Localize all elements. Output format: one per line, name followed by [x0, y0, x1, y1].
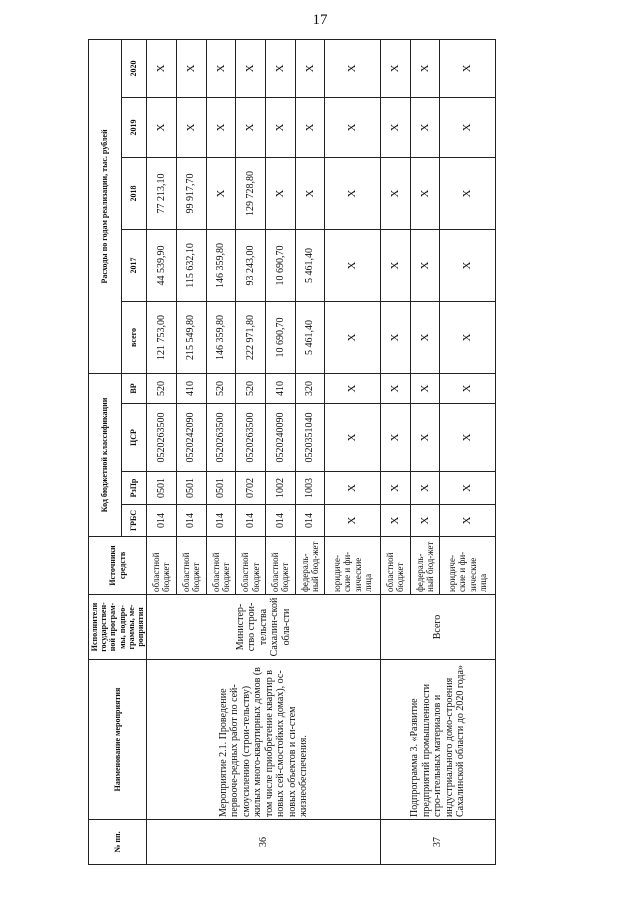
y2019-cell: X: [176, 97, 206, 157]
header-name: Наименование мероприятия: [89, 660, 147, 820]
y2018-cell: X: [325, 157, 381, 229]
total-cell: 146 359,80: [206, 301, 236, 373]
header-num: № пп.: [89, 820, 147, 865]
vr-cell: X: [440, 373, 496, 403]
total-cell: X: [325, 301, 381, 373]
vr-cell: 410: [176, 373, 206, 403]
grbs-cell: 014: [295, 505, 325, 537]
grbs-cell: X: [410, 505, 440, 537]
budget-table: [88, 39, 496, 865]
y2018-cell: 99 917,70: [176, 157, 206, 229]
rzpr-cell: 1002: [265, 472, 295, 505]
source-cell: юридиче-ские и фи-зические лица: [325, 537, 381, 595]
rzpr-cell: 0501: [147, 472, 177, 505]
y2019-cell: X: [295, 97, 325, 157]
csr-cell: X: [381, 404, 411, 472]
y2019-cell: X: [410, 97, 440, 157]
header-2017: 2017: [121, 229, 147, 301]
y2017-cell: 10 690,70: [265, 229, 295, 301]
y2017-cell: X: [381, 229, 411, 301]
csr-cell: 0520240090: [265, 404, 295, 472]
grbs-cell: 014: [206, 505, 236, 537]
y2020-cell: X: [440, 39, 496, 97]
source-cell: федераль-ный бюд-жет: [410, 537, 440, 595]
grbs-cell: X: [381, 505, 411, 537]
vr-cell: X: [381, 373, 411, 403]
row-name: Подпрограмма 3. «Развитие предприятий промышленности стро-ительных материалов и индустриального домо-строения Сахалинской области до 2020 года»: [381, 660, 496, 820]
header-executor: Исполнители государствен-ной програм-мы, подпро-граммы, ме-роприятия: [89, 595, 147, 660]
csr-cell: 0520263500: [236, 404, 266, 472]
row-name: Мероприятие 2.1. Проведение первооче-редных работ по сей-смоусилению (строи-тельству) жилых много-квартирных домов (в том числе приобретение квартир в новых сей-смостойких домах), ос-новых объектов и си-стем жизнеобеспечения.: [147, 660, 381, 820]
csr-cell: 0520263500: [147, 404, 177, 472]
csr-cell: 0520263500: [206, 404, 236, 472]
y2017-cell: X: [410, 229, 440, 301]
source-cell: областной бюджет: [381, 537, 411, 595]
y2017-cell: X: [325, 229, 381, 301]
y2017-cell: X: [440, 229, 496, 301]
grbs-cell: 014: [236, 505, 266, 537]
y2018-cell: X: [206, 157, 236, 229]
rotated-table-container: [88, 40, 488, 865]
rzpr-cell: 0501: [176, 472, 206, 505]
y2020-cell: X: [325, 39, 381, 97]
y2018-cell: X: [265, 157, 295, 229]
y2018-cell: 129 728,80: [236, 157, 266, 229]
csr-cell: 0520242090: [176, 404, 206, 472]
source-cell: областной бюджет: [206, 537, 236, 595]
grbs-cell: 014: [265, 505, 295, 537]
y2020-cell: X: [176, 39, 206, 97]
row-executor: Всего: [381, 595, 496, 660]
y2018-cell: X: [295, 157, 325, 229]
y2020-cell: X: [381, 39, 411, 97]
y2020-cell: X: [206, 39, 236, 97]
header-source: Источники средств: [89, 537, 147, 595]
total-cell: 121 753,00: [147, 301, 177, 373]
header-rzpr: РзПр: [121, 472, 147, 505]
y2020-cell: X: [265, 39, 295, 97]
header-2019: 2019: [121, 97, 147, 157]
vr-cell: 520: [206, 373, 236, 403]
total-cell: 5 461,40: [295, 301, 325, 373]
row-executor: Министер-ство строи-тельства Сахалин-ской обла-сти: [147, 595, 381, 660]
y2018-cell: X: [410, 157, 440, 229]
row-num: 36: [147, 820, 381, 865]
total-cell: X: [410, 301, 440, 373]
y2019-cell: X: [440, 97, 496, 157]
y2017-cell: 5 461,40: [295, 229, 325, 301]
vr-cell: X: [410, 373, 440, 403]
row-num: 37: [381, 820, 496, 865]
rzpr-cell: X: [440, 472, 496, 505]
csr-cell: X: [325, 404, 381, 472]
y2017-cell: 44 539,90: [147, 229, 177, 301]
y2020-cell: X: [295, 39, 325, 97]
rzpr-cell: X: [410, 472, 440, 505]
y2017-cell: 146 359,80: [206, 229, 236, 301]
table-row: [381, 39, 411, 864]
grbs-cell: X: [325, 505, 381, 537]
table-frame: [88, 40, 488, 865]
y2018-cell: 77 213,10: [147, 157, 177, 229]
vr-cell: X: [325, 373, 381, 403]
y2019-cell: X: [206, 97, 236, 157]
grbs-cell: X: [440, 505, 496, 537]
vr-cell: 410: [265, 373, 295, 403]
source-cell: областной бюджет: [176, 537, 206, 595]
source-cell: юридиче-ские и фи-зические лица: [440, 537, 496, 595]
header-2018: 2018: [121, 157, 147, 229]
y2020-cell: X: [410, 39, 440, 97]
source-cell: областной бюджет: [236, 537, 266, 595]
header-total: всего: [121, 301, 147, 373]
grbs-cell: 014: [147, 505, 177, 537]
header-grbs: ГРБС: [121, 505, 147, 537]
y2019-cell: X: [236, 97, 266, 157]
source-cell: областной бюджет: [265, 537, 295, 595]
y2018-cell: X: [381, 157, 411, 229]
rzpr-cell: X: [381, 472, 411, 505]
vr-cell: 320: [295, 373, 325, 403]
total-cell: 10 690,70: [265, 301, 295, 373]
y2018-cell: X: [440, 157, 496, 229]
vr-cell: 520: [236, 373, 266, 403]
y2019-cell: X: [265, 97, 295, 157]
table-row: [147, 39, 177, 864]
y2020-cell: X: [147, 39, 177, 97]
y2017-cell: 115 632,10: [176, 229, 206, 301]
rzpr-cell: 0501: [206, 472, 236, 505]
source-cell: федераль-ный бюд-жет: [295, 537, 325, 595]
page-number: 17: [312, 12, 328, 28]
y2020-cell: X: [236, 39, 266, 97]
vr-cell: 520: [147, 373, 177, 403]
y2019-cell: X: [147, 97, 177, 157]
csr-cell: X: [440, 404, 496, 472]
total-cell: X: [440, 301, 496, 373]
y2017-cell: 93 243,00: [236, 229, 266, 301]
header-csr: ЦСР: [121, 404, 147, 472]
header-budget-code: Код бюджетной классификации: [89, 373, 122, 536]
header-2020: 2020: [121, 39, 147, 97]
header-expenses: Расходы по годам реализации, тыс. рублей: [89, 39, 122, 373]
csr-cell: X: [410, 404, 440, 472]
y2019-cell: X: [325, 97, 381, 157]
rzpr-cell: 1003: [295, 472, 325, 505]
rzpr-cell: X: [325, 472, 381, 505]
rzpr-cell: 0702: [236, 472, 266, 505]
csr-cell: 0520351040: [295, 404, 325, 472]
grbs-cell: 014: [176, 505, 206, 537]
y2019-cell: X: [381, 97, 411, 157]
total-cell: X: [381, 301, 411, 373]
total-cell: 222 971,80: [236, 301, 266, 373]
header-vr: ВР: [121, 373, 147, 403]
source-cell: областной бюджет: [147, 537, 177, 595]
total-cell: 215 549,80: [176, 301, 206, 373]
